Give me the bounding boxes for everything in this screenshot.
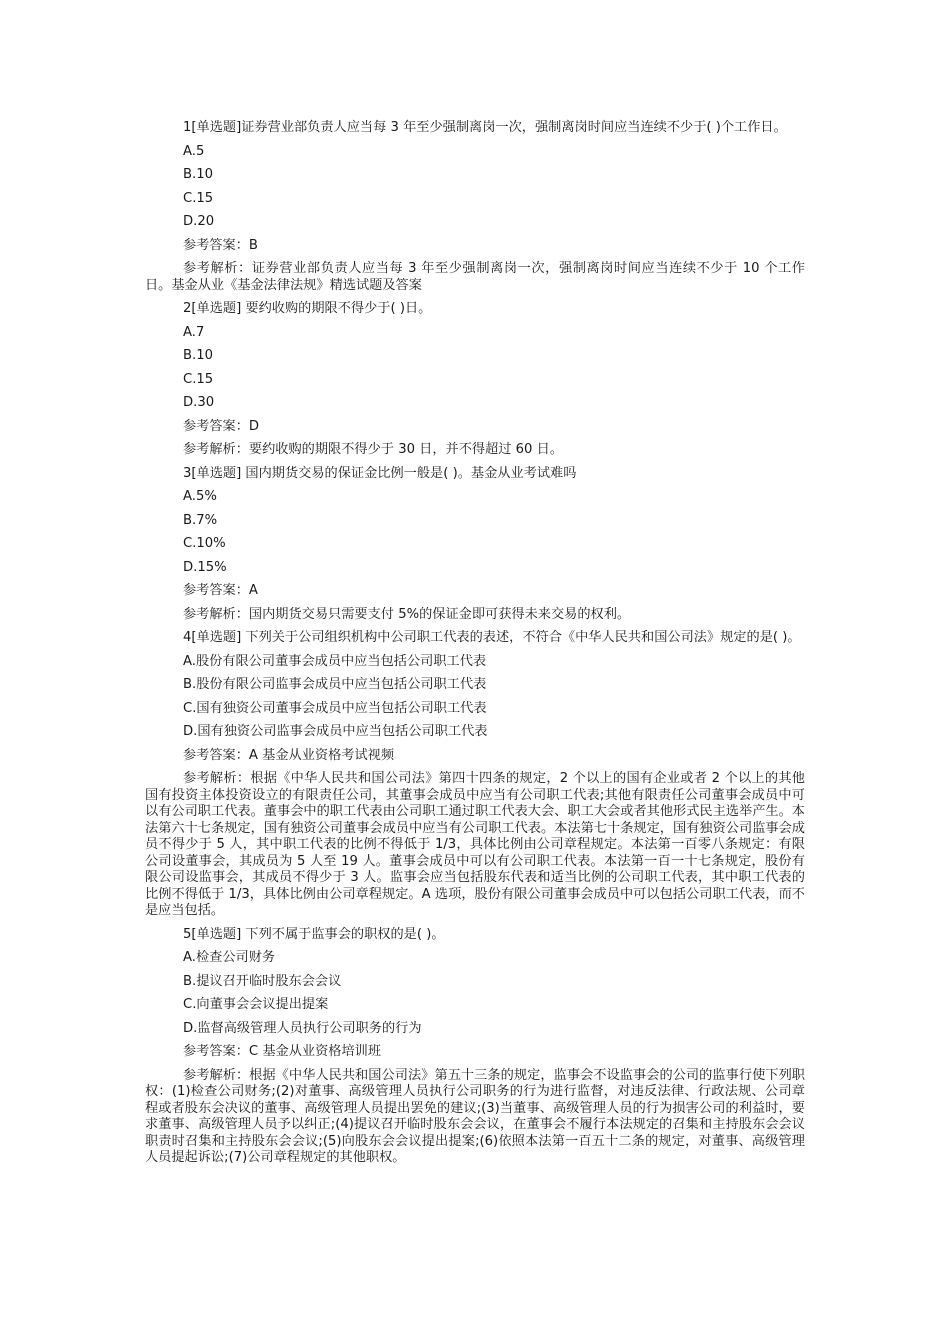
answer: 参考答案：B — [183, 237, 258, 253]
analysis: 参考解析：根据《中华人民共和国公司法》第五十三条的规定，监事会不设监事会的公司的监事行使下列职权：(1)检查公司财务;(2)对董事、高级管理人员执行公司职务的行为进行监督，对违反法律、行政法规、公司章程或者股东会决议的董事、高级管理人员提出罢免的建议;(3)当董事、高级管理人员的行为损害公司的利益时，要求董事、高级管理人员予以纠正;(4)提议召开临时股东会会议，在董事会不履行本法规定的召集和主持股东会会议职责时召集和主持股东会会议;(5)向股东会会议提出提案;(6)依照本法第一百五十二条的规定，对董事、高级管理人员提起诉讼;(7)公司章程规定的其他职权。 — [145, 1067, 805, 1165]
analysis: 参考解析：国内期货交易只需要支付 5%的保证金即可获得未来交易的权利。 — [183, 606, 631, 622]
option-c: C.向董事会会议提出提案 — [183, 997, 329, 1012]
question-4 — [145, 630, 805, 920]
question-stem: 1[单选题]证券营业部负责人应当每 3 年至少强制离岗一次，强制离岗时间应当连续不少于( )个工作日。 — [183, 120, 787, 135]
option-b: B.提议召开临时股东会会议 — [183, 973, 342, 989]
question-stem: 4[单选题] 下列关于公司组织机构中公司职工代表的表述，不符合《中华人民共和国公司法》规定的是( )。 — [183, 630, 801, 645]
option-c: C.国有独资公司董事会成员中应当包括公司职工代表 — [183, 700, 487, 716]
question-3 — [145, 466, 805, 624]
option-d: D.30 — [183, 395, 215, 410]
analysis: 参考解析：根据《中华人民共和国公司法》第四十四条的规定，2 个以上的国有企业或者 2 个以上的其他国有投资主体投资设立的有限责任公司，其董事会成员中应当有公司职工代表;其他有限责任公司董事会成员中可以有公司职工代表。董事会中的职工代表由公司职工通过职工代表大会、职工大会或者其他形式民主选举产生。本法第六十七条规定，国有独资公司董事会成员中应当有公司职工代表。本法第七十条规定，国有独资公司监事会成员不得少于 5 人，其中职工代表的比例不得低于 1/3，具体比例由公司章程规定。本法第一百零八条规定：有限公司设董事会，其成员为 5 人至 19 人。董事会成员中可以有公司职工代表。本法第一百一十七条规定，股份有限公司设监事会，其成员不得少于 3 人。监事会应当包括股东代表和适当比例的公司职工代表，其中职工代表的比例不得低于 1/3，具体比例由公司章程规定。A 选项，股份有限公司董事会成员中可以包括公司职工代表，而不是应当包括。 — [145, 771, 805, 918]
question-5 — [145, 927, 805, 1167]
option-c: C.10% — [183, 536, 226, 551]
option-d: D.国有独资公司监事会成员中应当包括公司职工代表 — [183, 724, 488, 739]
option-d: D.20 — [183, 214, 215, 229]
analysis: 参考解析：要约收购的期限不得少于 30 日，并不得超过 60 日。 — [183, 442, 564, 457]
analysis: 参考解析：证券营业部负责人应当每 3 年至少强制离岗一次，强制离岗时间应当连续不少于 10 个工作日。基金从业《基金法律法规》精选试题及答案 — [145, 261, 805, 293]
option-d: D.监督高级管理人员执行公司职务的行为 — [183, 1020, 422, 1036]
question-2 — [145, 301, 805, 459]
option-a: A.股份有限公司董事会成员中应当包括公司职工代表 — [183, 653, 487, 669]
option-b: B.10 — [183, 167, 214, 182]
answer: 参考答案：A 基金从业资格考试视频 — [183, 747, 395, 763]
option-b: B.10 — [183, 348, 214, 363]
option-a: A.5 — [183, 143, 205, 159]
option-d: D.15% — [183, 559, 227, 575]
question-stem: 5[单选题] 下列不属于监事会的职权的是( )。 — [183, 926, 445, 942]
question-stem: 2[单选题] 要约收购的期限不得少于( )日。 — [183, 301, 432, 316]
option-a: A.7 — [183, 324, 205, 340]
question-stem: 3[单选题] 国内期货交易的保证金比例一般是( )。基金从业考试难吗 — [183, 465, 577, 481]
option-b: B.7% — [183, 512, 218, 528]
option-c: C.15 — [183, 371, 214, 387]
document-page — [145, 120, 805, 1174]
option-c: C.15 — [183, 190, 214, 206]
option-a: A.5% — [183, 489, 217, 504]
answer: 参考答案：A — [183, 583, 258, 598]
option-a: A.检查公司财务 — [183, 950, 276, 965]
answer: 参考答案：C 基金从业资格培训班 — [183, 1044, 382, 1059]
question-1 — [145, 120, 805, 294]
answer: 参考答案：D — [183, 418, 260, 434]
option-b: B.股份有限公司监事会成员中应当包括公司职工代表 — [183, 677, 487, 692]
